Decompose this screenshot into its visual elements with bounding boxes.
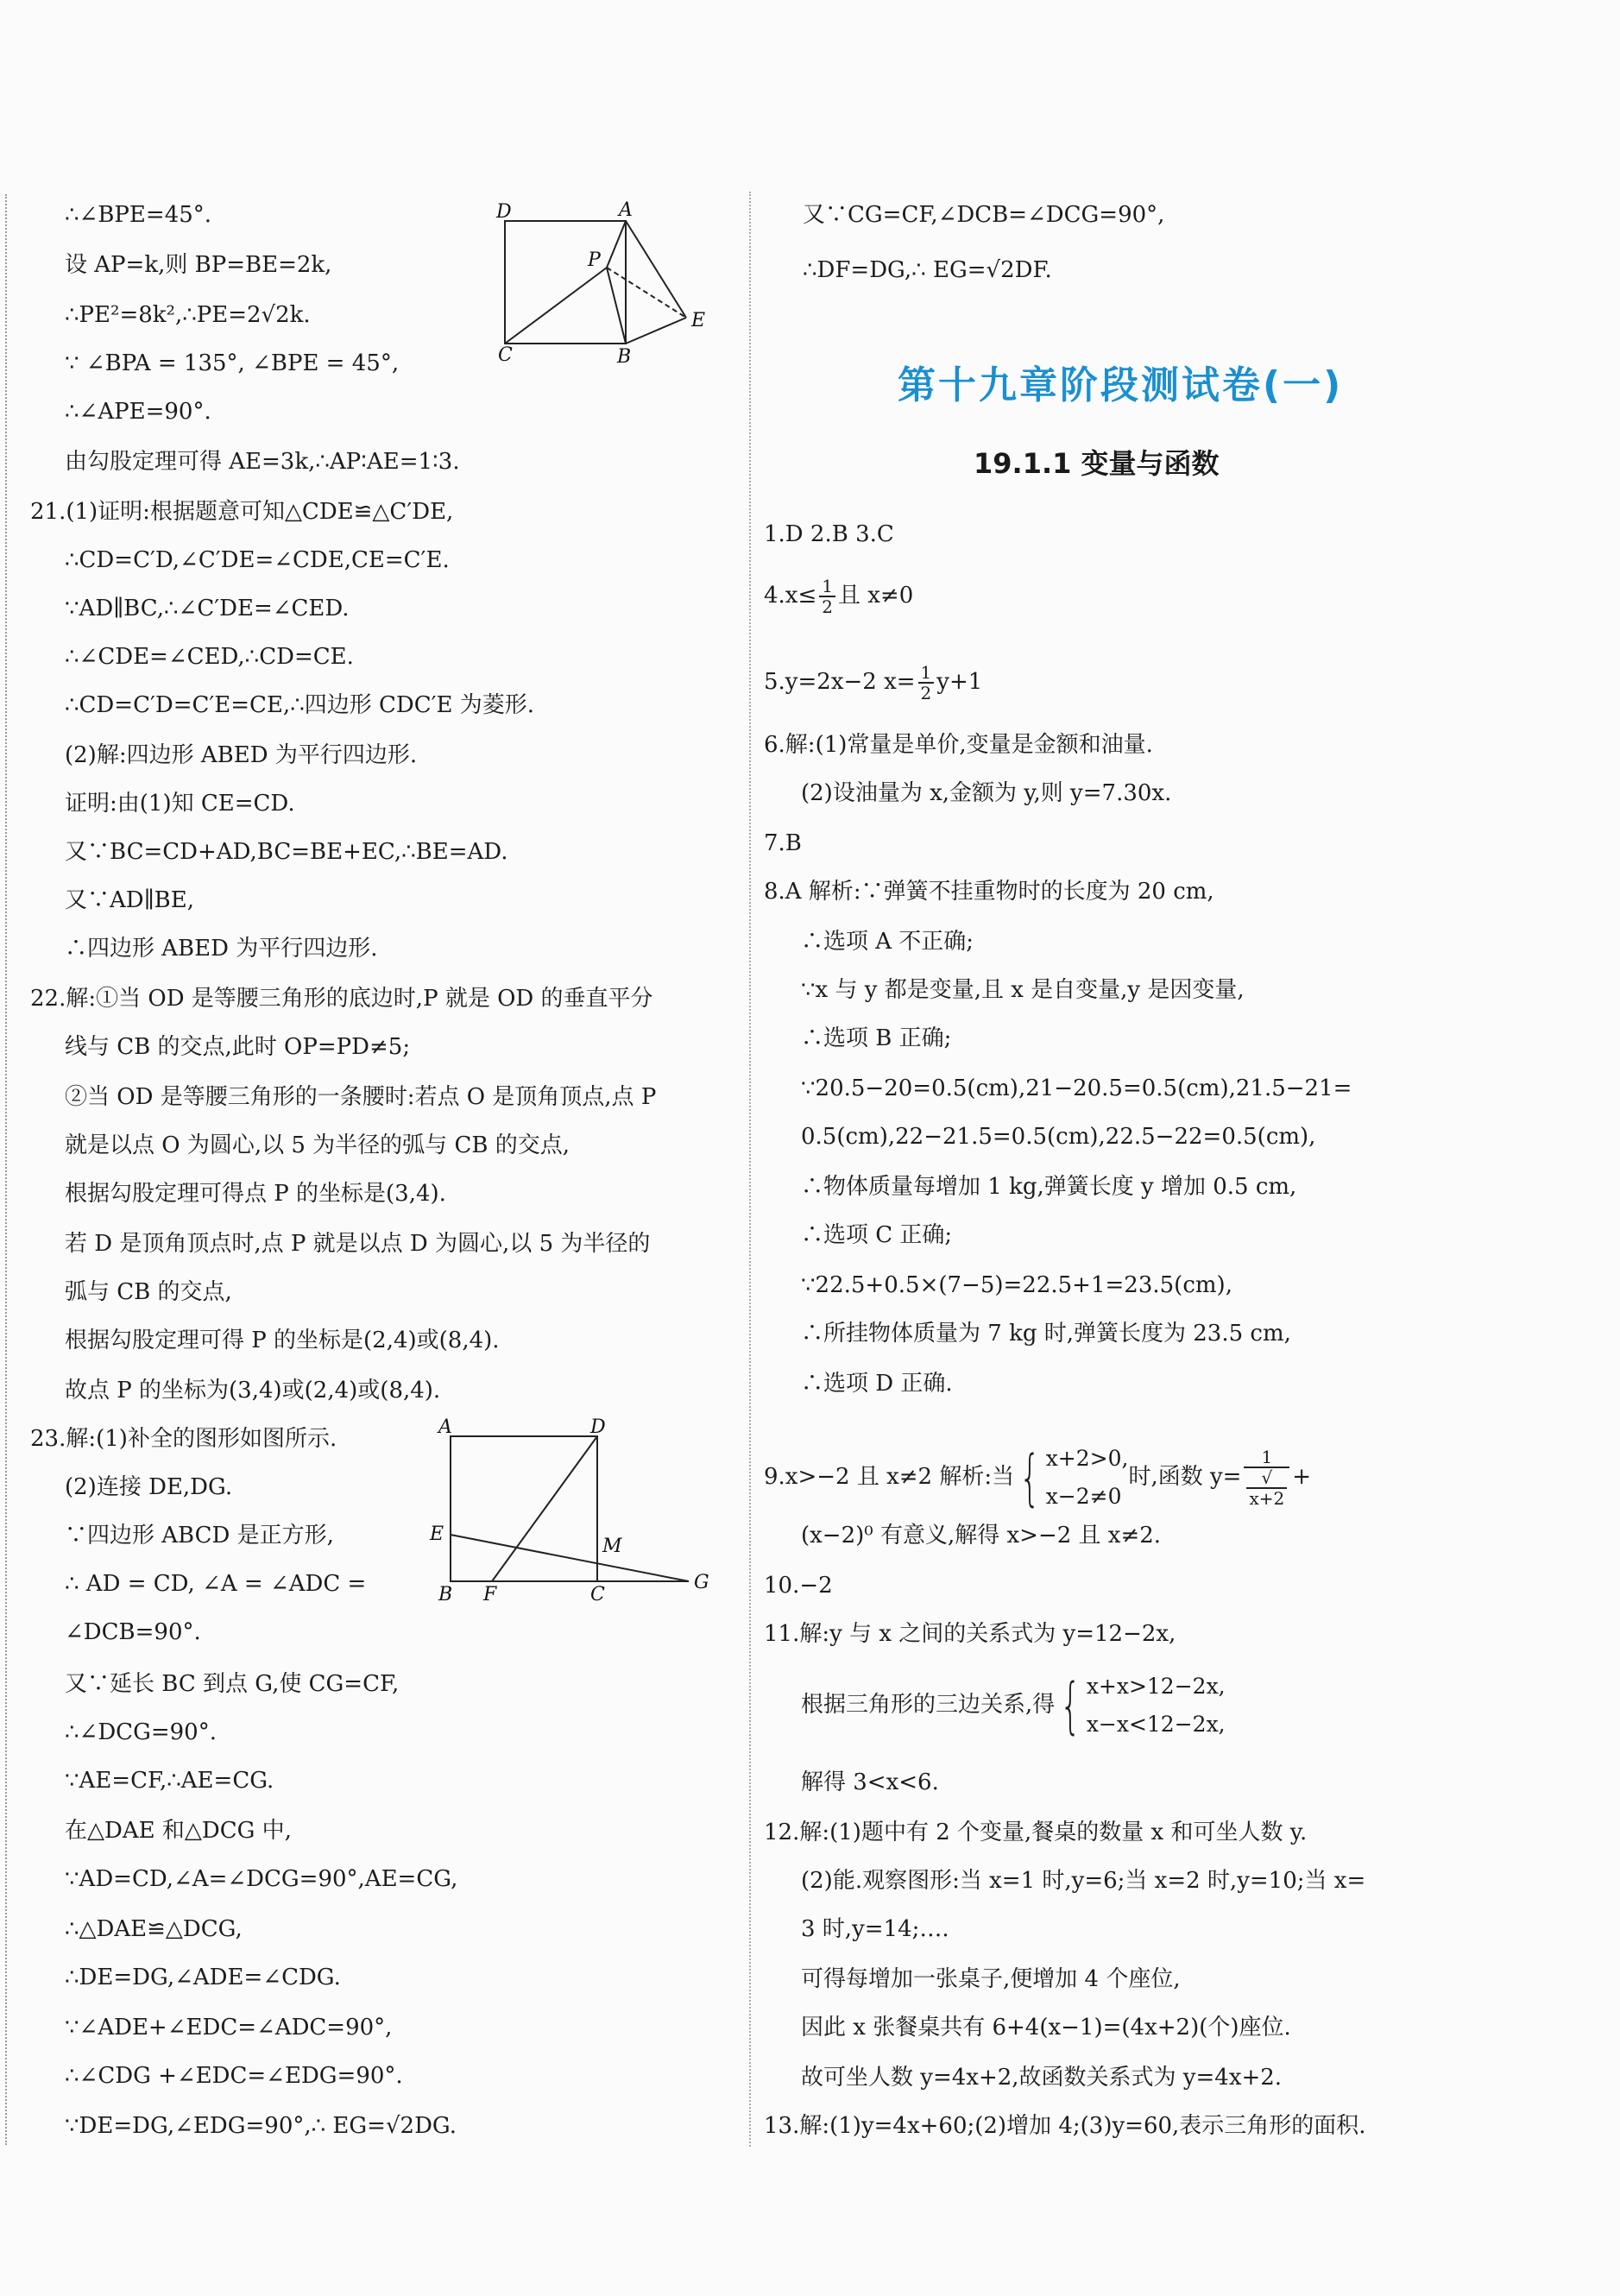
right-line-a-8: 0.5(cm),22−21.5=0.5(cm),22.5−22=0.5(cm), bbox=[801, 1124, 1316, 1150]
left-line-39: ∵DE=DG,∠EDG=90°,∴ EG=√2DG. bbox=[65, 2113, 457, 2139]
right-line-b-2: 11.解:y 与 x 之间的关系式为 y=12−2x, bbox=[764, 1621, 1176, 1647]
answer-9-mid: 时,函数 y= bbox=[1128, 1464, 1242, 1490]
left-line-7: ∴CD=C′D,∠C′DE=∠CDE,CE=C′E. bbox=[65, 547, 450, 573]
right-line-c-2: (2)能.观察图形:当 x=1 时,y=6;当 x=2 时,y=10;当 x= bbox=[801, 1868, 1366, 1894]
left-line-8: ∵AD∥BC,∴∠C′DE=∠CED. bbox=[65, 596, 350, 621]
chapter-title: 第十九章阶段测试卷(一) bbox=[898, 363, 1344, 407]
right-top-line-2: ∴DF=DG,∴ EG=√2DF. bbox=[803, 257, 1052, 283]
left-line-14: 又∵AD∥BE, bbox=[65, 887, 194, 913]
left-line-15: ∴四边形 ABED 为平行四边形. bbox=[65, 936, 378, 962]
label-D: D bbox=[496, 201, 512, 223]
left-line-27: ∵四边形 ABCD 是正方形, bbox=[65, 1523, 334, 1549]
answer-4 bbox=[764, 577, 913, 616]
left-line-31: ∴∠DCG=90°. bbox=[65, 1719, 217, 1745]
right-line-c-7: 13.解:(1)y=4x+60;(2)增加 4;(3)y=60,表示三角形的面积. bbox=[764, 2113, 1366, 2139]
column-divider bbox=[749, 192, 751, 2147]
label-D: D bbox=[590, 1416, 606, 1438]
fraction-numerator: 1 bbox=[819, 577, 835, 597]
figure-square-extension bbox=[430, 1416, 723, 1614]
right-line-b-1: 10.−2 bbox=[764, 1573, 833, 1599]
left-line-34: ∵AD=CD,∠A=∠DCG=90°,AE=CG, bbox=[65, 1866, 458, 1892]
right-line-a-10: ∴选项 C 正确; bbox=[801, 1222, 953, 1248]
label-E: E bbox=[430, 1523, 444, 1545]
label-M: M bbox=[602, 1536, 622, 1557]
label-G: G bbox=[694, 1572, 709, 1593]
left-line-29: ∠DCB=90°. bbox=[65, 1619, 201, 1645]
fraction-function bbox=[1244, 1448, 1289, 1508]
left-line-3: ∵ ∠BPA = 135°, ∠BPE = 45°, bbox=[65, 350, 400, 376]
right-line-a-2: 7.B bbox=[764, 830, 802, 856]
left-line-33: 在△DAE 和△DCG 中, bbox=[65, 1818, 292, 1844]
left-line-35: ∴△DAE≌△DCG, bbox=[65, 1916, 243, 1942]
left-line-25: 23.解:(1)补全的图形如图所示. bbox=[30, 1426, 337, 1452]
sqrt-radicand: x+2 bbox=[1246, 1487, 1287, 1508]
left-line-12: 证明:由(1)知 CE=CD. bbox=[65, 791, 295, 817]
section-title: 19.1.1 变量与函数 bbox=[974, 447, 1220, 480]
left-line-32: ∵AE=CF,∴AE=CG. bbox=[65, 1768, 274, 1794]
label-A: A bbox=[619, 199, 633, 221]
right-top-line-1: 又∵CG=CF,∠DCB=∠DCG=90°, bbox=[803, 202, 1165, 228]
fraction-half bbox=[819, 577, 835, 616]
left-line-38: ∴∠CDG +∠EDC=∠EDG=90°. bbox=[65, 2063, 403, 2089]
left-line-1: 设 AP=k,则 BP=BE=2k, bbox=[65, 252, 332, 278]
left-line-10: ∴CD=C′D=C′E=CE,∴四边形 CDC′E 为菱形. bbox=[65, 692, 535, 718]
brace-icon: { bbox=[1060, 1670, 1081, 1741]
answer-11-system bbox=[801, 1668, 1226, 1744]
label-C: C bbox=[498, 344, 513, 366]
left-line-2: ∴PE²=8k²,∴PE=2√2k. bbox=[65, 302, 311, 328]
right-line-c-4: 可得每增加一张桌子,便增加 4 个座位, bbox=[801, 1966, 1181, 1992]
label-B: B bbox=[617, 346, 632, 368]
answer-4-post: 且 x≠0 bbox=[838, 583, 914, 609]
left-line-28: ∴ AD = CD, ∠A = ∠ADC = bbox=[65, 1571, 367, 1597]
right-line-c-5: 因此 x 张餐桌共有 6+4(x−1)=(4x+2)(个)座位. bbox=[801, 2015, 1291, 2041]
right-line-a-9: ∴物体质量每增加 1 kg,弹簧长度 y 增加 0.5 cm, bbox=[801, 1174, 1297, 1200]
answer-9-post: + bbox=[1292, 1464, 1312, 1490]
brace-icon: { bbox=[1019, 1442, 1041, 1513]
answer-5 bbox=[764, 663, 982, 703]
label-E: E bbox=[691, 310, 706, 331]
label-C: C bbox=[590, 1584, 605, 1605]
inequality-system bbox=[1087, 1668, 1226, 1744]
figure-square-triangle bbox=[496, 199, 721, 368]
left-line-36: ∴DE=DG,∠ADE=∠CDG. bbox=[65, 1965, 341, 1990]
left-line-18: ②当 OD 是等腰三角形的一条腰时:若点 O 是顶角顶点,点 P bbox=[65, 1084, 657, 1110]
right-line-a-4: ∴选项 A 不正确; bbox=[801, 929, 974, 955]
label-B: B bbox=[438, 1584, 453, 1605]
left-line-24: 故点 P 的坐标为(3,4)或(2,4)或(8,4). bbox=[65, 1378, 441, 1403]
left-line-26: (2)连接 DE,DG. bbox=[65, 1474, 233, 1500]
right-line-c-6: 故可坐人数 y=4x+2,故函数关系式为 y=4x+2. bbox=[801, 2065, 1283, 2091]
left-line-5: 由勾股定理可得 AE=3k,∴AP∶AE=1∶3. bbox=[65, 449, 460, 475]
inequality-system bbox=[1046, 1440, 1129, 1516]
answer-5-post: y+1 bbox=[936, 669, 983, 695]
left-line-23: 根据勾股定理可得 P 的坐标是(2,4)或(8,4). bbox=[65, 1328, 500, 1353]
left-line-13: 又∵BC=CD+AD,BC=BE+EC,∴BE=AD. bbox=[65, 839, 508, 865]
right-line-a-0: 6.解:(1)常量是单价,变量是金额和油量. bbox=[764, 732, 1153, 758]
left-line-30: 又∵延长 BC 到点 G,使 CG=CF, bbox=[65, 1671, 400, 1697]
answer-11-pre: 根据三角形的三边关系,得 bbox=[801, 1692, 1056, 1718]
left-line-19: 就是以点 O 为圆心,以 5 为半径的弧与 CB 的交点, bbox=[65, 1132, 570, 1158]
fraction-numerator: 1 bbox=[918, 663, 935, 684]
fraction-denominator: 2 bbox=[822, 596, 833, 617]
answer-9 bbox=[764, 1440, 1311, 1516]
fraction-half bbox=[918, 663, 935, 703]
left-line-11: (2)解:四边形 ABED 为平行四边形. bbox=[65, 742, 418, 768]
right-line-c-0: 解得 3<x<6. bbox=[801, 1769, 939, 1795]
left-line-17: 线与 CB 的交点,此时 OP=PD≠5; bbox=[65, 1034, 411, 1060]
fraction-denominator: √ x+2 bbox=[1244, 1468, 1289, 1508]
system-row: x+x>12−2x, bbox=[1086, 1674, 1226, 1699]
right-line-c-3: 3 时,y=14;…. bbox=[801, 1916, 949, 1942]
system-row: x−2≠0 bbox=[1045, 1484, 1122, 1509]
right-line-a-5: ∵x 与 y 都是变量,且 x 是自变量,y 是因变量, bbox=[801, 977, 1245, 1003]
right-line-a-13: ∴选项 D 正确. bbox=[801, 1371, 953, 1397]
left-line-6: 21.(1)证明:根据题意可知△CDE≌△C′DE, bbox=[30, 499, 454, 525]
label-P: P bbox=[588, 249, 601, 271]
answer-4-pre: 4.x≤ bbox=[764, 583, 817, 609]
right-line-c-1: 12.解:(1)题中有 2 个变量,餐桌的数量 x 和可坐人数 y. bbox=[764, 1820, 1308, 1845]
answer-5-pre: 5.y=2x−2 x= bbox=[764, 669, 916, 695]
left-line-37: ∵∠ADE+∠EDC=∠ADC=90°, bbox=[65, 2015, 393, 2041]
right-line-a-11: ∵22.5+0.5×(7−5)=22.5+1=23.5(cm), bbox=[801, 1272, 1232, 1298]
answers-1-3: 1.D 2.B 3.C bbox=[764, 521, 894, 547]
system-row: x−x<12−2x, bbox=[1086, 1712, 1226, 1737]
answer-9-pre: 9.x>−2 且 x≠2 解析:当 bbox=[764, 1464, 1015, 1490]
fraction-numerator: 1 bbox=[1244, 1448, 1289, 1468]
left-line-22: 弧与 CB 的交点, bbox=[65, 1279, 232, 1305]
label-F: F bbox=[483, 1584, 497, 1605]
left-line-0: ∴∠BPE=45°. bbox=[65, 202, 212, 228]
left-margin-dots bbox=[5, 194, 7, 2145]
system-row: x+2>0, bbox=[1045, 1446, 1129, 1471]
left-line-16: 22.解:①当 OD 是等腰三角形的底边时,P 就是 OD 的垂直平分 bbox=[30, 986, 653, 1012]
label-A: A bbox=[438, 1416, 452, 1438]
right-line-a-3: 8.A 解析:∵弹簧不挂重物时的长度为 20 cm, bbox=[764, 879, 1214, 905]
fraction-denominator: 2 bbox=[920, 683, 932, 703]
left-line-4: ∴∠APE=90°. bbox=[65, 399, 211, 425]
left-line-20: 根据勾股定理可得点 P 的坐标是(3,4). bbox=[65, 1181, 446, 1207]
right-line-b-0: (x−2)⁰ 有意义,解得 x>−2 且 x≠2. bbox=[801, 1523, 1162, 1549]
right-line-a-7: ∵20.5−20=0.5(cm),21−20.5=0.5(cm),21.5−21= bbox=[801, 1075, 1352, 1101]
left-line-21: 若 D 是顶角顶点时,点 P 就是以点 D 为圆心,以 5 为半径的 bbox=[65, 1231, 651, 1257]
left-line-9: ∴∠CDE=∠CED,∴CD=CE. bbox=[65, 644, 354, 670]
right-line-a-6: ∴选项 B 正确; bbox=[801, 1025, 952, 1051]
right-line-a-12: ∴所挂物体质量为 7 kg 时,弹簧长度为 23.5 cm, bbox=[801, 1321, 1291, 1347]
right-line-a-1: (2)设油量为 x,金额为 y,则 y=7.30x. bbox=[801, 780, 1172, 806]
